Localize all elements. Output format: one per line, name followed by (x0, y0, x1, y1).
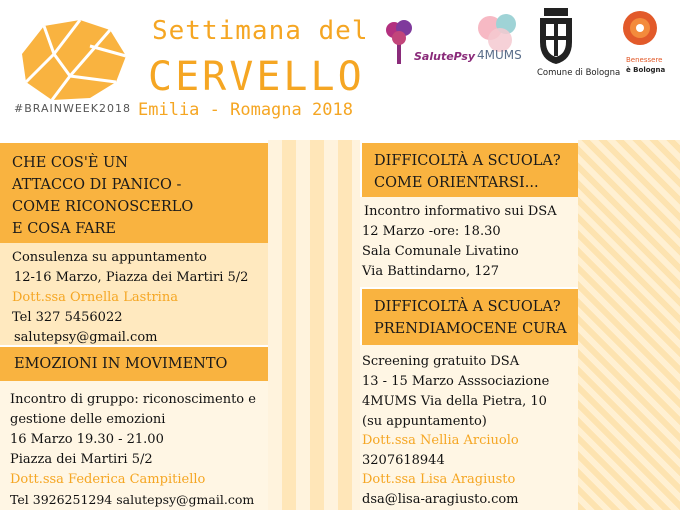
left-section1-heading-4: E COSA FARE (12, 221, 116, 237)
benessere-logo-text-1: Benessere (626, 56, 663, 64)
bologna-crest-icon (536, 6, 576, 66)
right-section2-doctor-2: Dott.ssa Lisa Aragiusto (362, 472, 516, 487)
right-section2-line-2: 13 - 15 Marzo Asssociazione (362, 374, 550, 389)
left-section2-line-3: 16 Marzo 19.30 - 21.00 (10, 432, 164, 447)
right-section1-line-3: Sala Comunale Livatino (362, 244, 519, 259)
left-section2-contact[interactable]: Tel 3926251294 salutepsy@gmail.com (10, 492, 255, 507)
left-section1-heading-1: CHE COS'È UN (12, 155, 128, 171)
right-section2-heading-1: DIFFICOLTÀ A SCUOLA? (374, 299, 561, 315)
left-section2-doctor: Dott.ssa Federica Campitiello (10, 472, 206, 487)
left-section2-line-1: Incontro di gruppo: riconoscimento e (10, 392, 256, 407)
header (0, 0, 680, 140)
right-section2-doctor-1: Dott.ssa Nellia Arciuolo (362, 433, 519, 448)
right-section1-line-2: 12 Marzo -ore: 18.30 (362, 224, 501, 239)
left-section1-line-2: 12-16 Marzo, Piazza dei Martiri 5/2 (14, 270, 249, 285)
comune-logo-text: Comune di Bologna (537, 68, 621, 78)
title-line-3: Emilia - Romagna 2018 (138, 100, 353, 120)
stripes-background (268, 140, 360, 510)
brain-logo-icon (10, 16, 130, 104)
mums-logo-text: 4MUMS (477, 48, 522, 62)
left-section1-email[interactable]: salutepsy@gmail.com (14, 330, 158, 345)
left-section1-line-1: Consulenza su appuntamento (12, 250, 207, 265)
salutepsy-logo-text: SalutePsy (414, 50, 476, 63)
right-section2-heading-2: PRENDIAMOCENE CURA (374, 321, 567, 337)
right-section2-email[interactable]: dsa@lisa-aragiusto.com (362, 492, 519, 507)
hashtag: #BRAINWEEK2018 (14, 102, 131, 115)
diagonal-background (578, 140, 680, 510)
left-section2-heading: EMOZIONI IN MOVIMENTO (14, 356, 228, 372)
right-section2-line-3: 4MUMS Via della Pietra, 10 (362, 394, 547, 409)
title-line-2: CERVELLO (148, 54, 365, 100)
title-line-1: Settimana del (152, 16, 369, 46)
right-section2-line-1: Screening gratuito DSA (362, 354, 520, 369)
left-section1-doctor: Dott.ssa Ornella Lastrina (12, 290, 178, 305)
left-section1-heading-3: COME RICONOSCERLO (12, 199, 194, 215)
right-section1-heading-2: COME ORIENTARSI... (374, 175, 539, 191)
left-section2-line-2: gestione delle emozioni (10, 412, 166, 427)
right-section2-phone: 3207618944 (362, 453, 445, 468)
right-section1-heading-1: DIFFICOLTÀ A SCUOLA? (374, 153, 561, 169)
benessere-logo-text-2: è Bologna (626, 66, 666, 74)
right-section1-line-1: Incontro informativo sui DSA (364, 204, 557, 219)
left-section1-phone: Tel 327 5456022 (12, 310, 123, 325)
right-section1-line-4: Via Battindarno, 127 (362, 264, 500, 279)
benessere-logo-icon (622, 10, 658, 46)
right-section2-line-4: (su appuntamento) (362, 414, 487, 429)
left-section1-heading-2: ATTACCO DI PANICO - (12, 177, 182, 193)
tree-logo-icon (384, 16, 414, 66)
left-section2-line-4: Piazza dei Martiri 5/2 (10, 452, 153, 467)
